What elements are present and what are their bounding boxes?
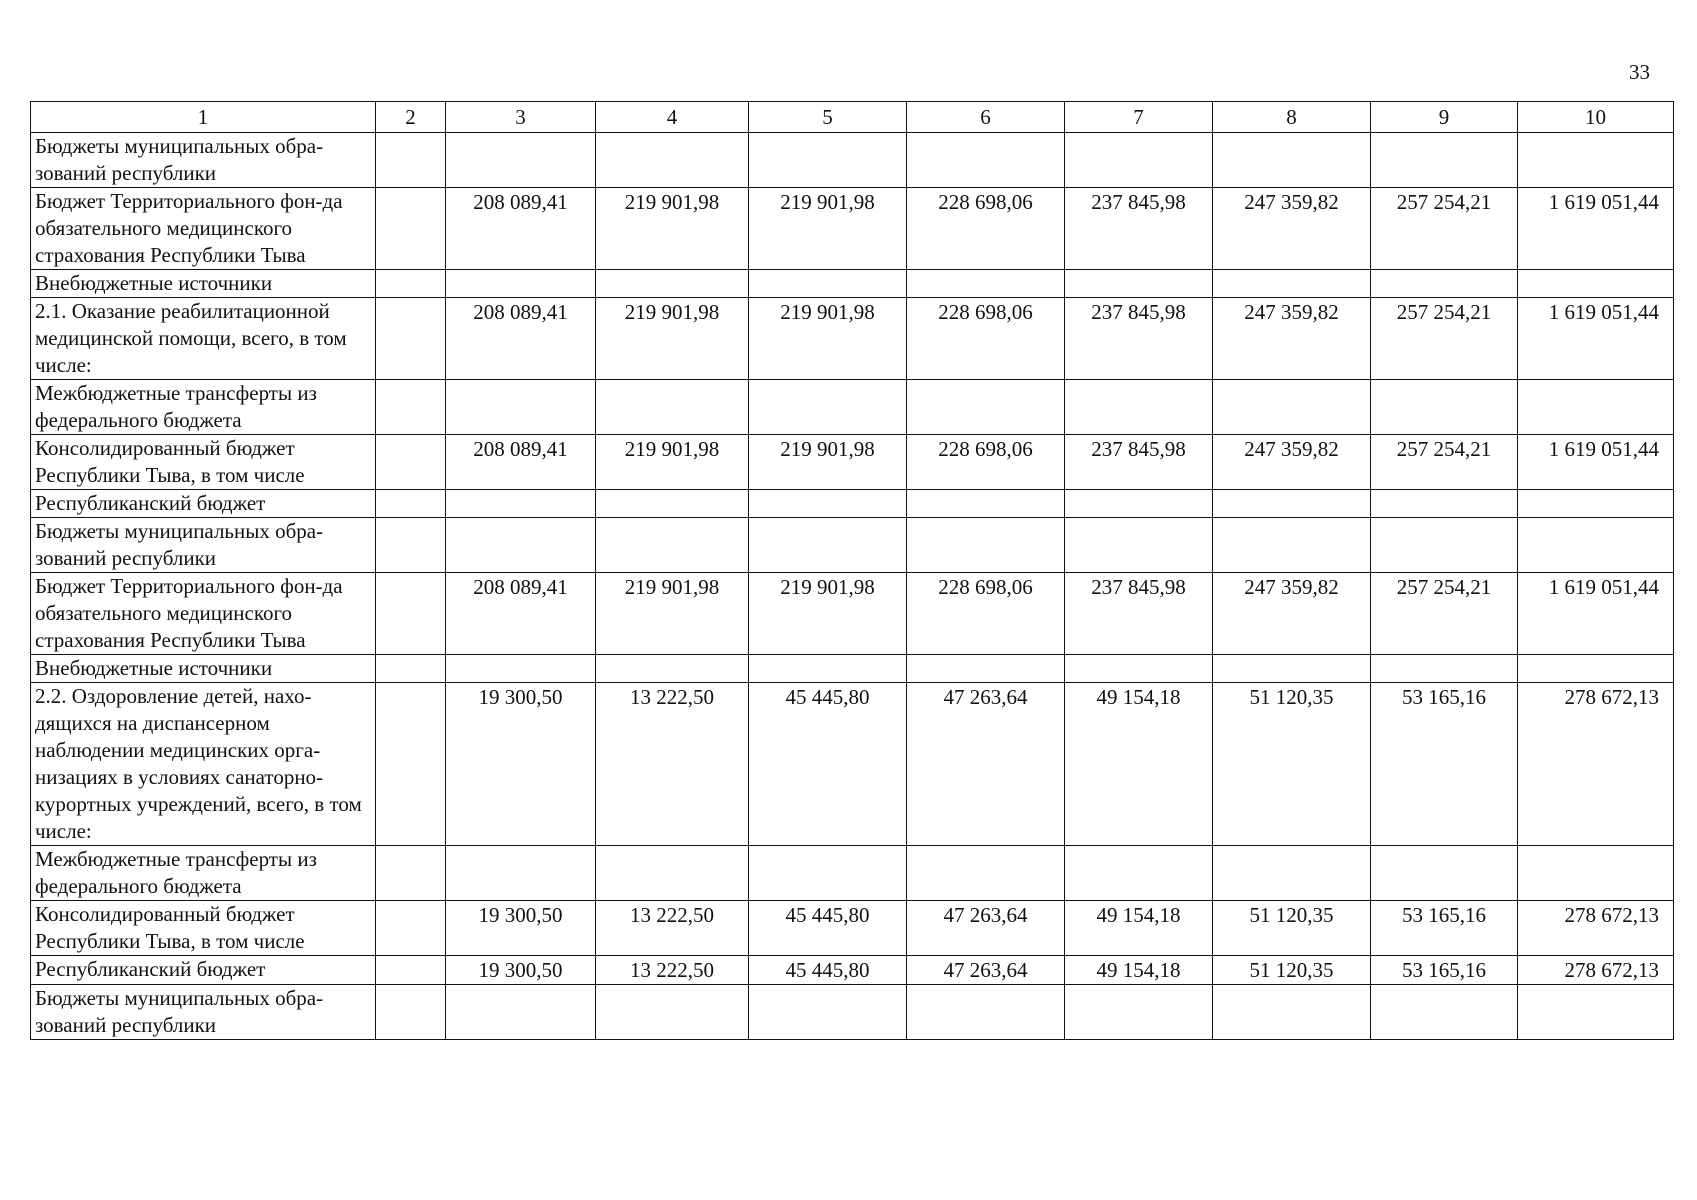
- row-cell-col2: [376, 655, 446, 683]
- row-value-cell: [446, 655, 596, 683]
- row-value-cell: [907, 655, 1065, 683]
- row-value-cell: [1213, 518, 1371, 573]
- row-value-cell: 53 165,16: [1371, 901, 1518, 956]
- header-row: [31, 102, 1674, 133]
- row-cell-col2: [376, 901, 446, 956]
- row-cell-col2: [376, 985, 446, 1040]
- row-total-cell: [1518, 133, 1674, 188]
- row-label: 2.1. Оказание реабилитационной медицинской помощи, всего, в том числе:: [31, 298, 376, 380]
- row-value-cell: [1065, 985, 1213, 1040]
- row-value-cell: 208 089,41: [446, 188, 596, 270]
- row-value-cell: [596, 490, 749, 518]
- table-row: [31, 298, 1674, 380]
- row-total-cell: 1 619 051,44: [1518, 188, 1674, 270]
- row-cell-col2: [376, 573, 446, 655]
- row-value-cell: [596, 270, 749, 298]
- row-value-cell: 257 254,21: [1371, 188, 1518, 270]
- row-value-cell: 45 445,80: [749, 901, 907, 956]
- row-value-cell: 228 698,06: [907, 298, 1065, 380]
- row-value-cell: 208 089,41: [446, 573, 596, 655]
- row-total-cell: 278 672,13: [1518, 683, 1674, 846]
- row-cell-col2: [376, 380, 446, 435]
- row-value-cell: 49 154,18: [1065, 683, 1213, 846]
- row-value-cell: 51 120,35: [1213, 956, 1371, 985]
- column-header: 1: [31, 102, 376, 133]
- table-body: [31, 133, 1674, 1040]
- row-value-cell: 237 845,98: [1065, 298, 1213, 380]
- row-value-cell: [907, 380, 1065, 435]
- table-row: [31, 490, 1674, 518]
- row-value-cell: [596, 133, 749, 188]
- row-value-cell: [446, 846, 596, 901]
- row-label: Межбюджетные трансферты из федерального бюджета: [31, 380, 376, 435]
- table-row: [31, 270, 1674, 298]
- row-value-cell: [1213, 985, 1371, 1040]
- row-value-cell: 13 222,50: [596, 683, 749, 846]
- row-value-cell: [907, 133, 1065, 188]
- row-value-cell: [1065, 846, 1213, 901]
- column-header: 4: [596, 102, 749, 133]
- row-value-cell: [907, 518, 1065, 573]
- row-value-cell: [749, 270, 907, 298]
- table-row: [31, 188, 1674, 270]
- row-value-cell: 13 222,50: [596, 956, 749, 985]
- table-row: [31, 683, 1674, 846]
- row-total-cell: 278 672,13: [1518, 956, 1674, 985]
- row-value-cell: [907, 846, 1065, 901]
- row-label: Бюджеты муниципальных обра-зований республики: [31, 985, 376, 1040]
- row-value-cell: [1371, 985, 1518, 1040]
- row-label: Консолидированный бюджет Республики Тыва, в том числе: [31, 901, 376, 956]
- row-total-cell: [1518, 490, 1674, 518]
- row-value-cell: 19 300,50: [446, 901, 596, 956]
- row-value-cell: 47 263,64: [907, 901, 1065, 956]
- table-row: [31, 380, 1674, 435]
- row-value-cell: [1065, 270, 1213, 298]
- row-value-cell: 257 254,21: [1371, 573, 1518, 655]
- row-label: Республиканский бюджет: [31, 490, 376, 518]
- row-cell-col2: [376, 298, 446, 380]
- row-total-cell: [1518, 270, 1674, 298]
- row-value-cell: [907, 490, 1065, 518]
- row-value-cell: [1213, 846, 1371, 901]
- row-value-cell: [1065, 133, 1213, 188]
- row-total-cell: [1518, 380, 1674, 435]
- row-value-cell: [749, 985, 907, 1040]
- row-value-cell: 219 901,98: [749, 298, 907, 380]
- column-header: 8: [1213, 102, 1371, 133]
- table-row: [31, 985, 1674, 1040]
- row-value-cell: 13 222,50: [596, 901, 749, 956]
- row-value-cell: [749, 490, 907, 518]
- row-value-cell: [1065, 490, 1213, 518]
- table-row: [31, 435, 1674, 490]
- row-value-cell: [596, 655, 749, 683]
- row-label: Внебюджетные источники: [31, 270, 376, 298]
- table-row: [31, 901, 1674, 956]
- row-label: Внебюджетные источники: [31, 655, 376, 683]
- row-label: Республиканский бюджет: [31, 956, 376, 985]
- table-row: [31, 133, 1674, 188]
- table-row: [31, 655, 1674, 683]
- budget-table: [30, 101, 1674, 1040]
- row-value-cell: 237 845,98: [1065, 188, 1213, 270]
- row-value-cell: 257 254,21: [1371, 435, 1518, 490]
- row-value-cell: [1065, 518, 1213, 573]
- row-value-cell: [596, 380, 749, 435]
- row-value-cell: 51 120,35: [1213, 683, 1371, 846]
- row-value-cell: [446, 270, 596, 298]
- row-value-cell: [596, 985, 749, 1040]
- row-value-cell: 219 901,98: [749, 188, 907, 270]
- column-header: 10: [1518, 102, 1674, 133]
- row-value-cell: 257 254,21: [1371, 298, 1518, 380]
- row-value-cell: 247 359,82: [1213, 298, 1371, 380]
- row-value-cell: [749, 380, 907, 435]
- row-value-cell: [1213, 490, 1371, 518]
- row-value-cell: [749, 846, 907, 901]
- row-value-cell: [446, 518, 596, 573]
- row-value-cell: [1213, 655, 1371, 683]
- row-value-cell: [1213, 380, 1371, 435]
- row-value-cell: [749, 133, 907, 188]
- row-total-cell: [1518, 985, 1674, 1040]
- row-value-cell: 219 901,98: [596, 435, 749, 490]
- row-cell-col2: [376, 518, 446, 573]
- row-value-cell: 53 165,16: [1371, 956, 1518, 985]
- row-value-cell: 19 300,50: [446, 956, 596, 985]
- row-value-cell: 237 845,98: [1065, 573, 1213, 655]
- row-value-cell: 228 698,06: [907, 188, 1065, 270]
- row-value-cell: 219 901,98: [596, 188, 749, 270]
- row-cell-col2: [376, 490, 446, 518]
- row-total-cell: [1518, 518, 1674, 573]
- row-label: Бюджет Территориального фон-да обязательного медицинского страхования Республики Тыва: [31, 573, 376, 655]
- row-value-cell: [749, 518, 907, 573]
- row-value-cell: 219 901,98: [749, 573, 907, 655]
- row-value-cell: [1371, 846, 1518, 901]
- row-value-cell: [1371, 380, 1518, 435]
- row-cell-col2: [376, 435, 446, 490]
- page-number: 33: [1629, 60, 1650, 84]
- row-value-cell: 219 901,98: [749, 435, 907, 490]
- row-value-cell: 219 901,98: [596, 573, 749, 655]
- table-row: [31, 573, 1674, 655]
- row-label: Бюджеты муниципальных обра-зований республики: [31, 133, 376, 188]
- row-value-cell: 247 359,82: [1213, 435, 1371, 490]
- row-cell-col2: [376, 133, 446, 188]
- table-row: [31, 956, 1674, 985]
- row-cell-col2: [376, 956, 446, 985]
- row-value-cell: [1065, 380, 1213, 435]
- row-value-cell: 45 445,80: [749, 956, 907, 985]
- row-value-cell: 237 845,98: [1065, 435, 1213, 490]
- row-value-cell: [446, 490, 596, 518]
- row-value-cell: 49 154,18: [1065, 956, 1213, 985]
- column-header: 9: [1371, 102, 1518, 133]
- row-label: Бюджет Территориального фон-да обязательного медицинского страхования Республики Тыва: [31, 188, 376, 270]
- column-header: 6: [907, 102, 1065, 133]
- table-row: [31, 846, 1674, 901]
- row-value-cell: [446, 985, 596, 1040]
- row-value-cell: [596, 518, 749, 573]
- row-total-cell: 1 619 051,44: [1518, 573, 1674, 655]
- row-value-cell: 247 359,82: [1213, 573, 1371, 655]
- row-value-cell: [1371, 655, 1518, 683]
- row-value-cell: [749, 655, 907, 683]
- row-value-cell: [446, 380, 596, 435]
- row-total-cell: 278 672,13: [1518, 901, 1674, 956]
- column-header: 5: [749, 102, 907, 133]
- row-value-cell: 228 698,06: [907, 435, 1065, 490]
- row-value-cell: 53 165,16: [1371, 683, 1518, 846]
- row-value-cell: 49 154,18: [1065, 901, 1213, 956]
- row-cell-col2: [376, 683, 446, 846]
- row-value-cell: [446, 133, 596, 188]
- table-row: [31, 518, 1674, 573]
- row-value-cell: [1371, 490, 1518, 518]
- column-header: 2: [376, 102, 446, 133]
- row-value-cell: [907, 985, 1065, 1040]
- row-value-cell: [907, 270, 1065, 298]
- row-value-cell: 19 300,50: [446, 683, 596, 846]
- row-value-cell: [1065, 655, 1213, 683]
- row-value-cell: [1213, 133, 1371, 188]
- row-value-cell: [1371, 518, 1518, 573]
- row-total-cell: 1 619 051,44: [1518, 435, 1674, 490]
- row-cell-col2: [376, 270, 446, 298]
- row-total-cell: [1518, 846, 1674, 901]
- row-cell-col2: [376, 846, 446, 901]
- row-value-cell: 51 120,35: [1213, 901, 1371, 956]
- row-label: Консолидированный бюджет Республики Тыва, в том числе: [31, 435, 376, 490]
- row-value-cell: 47 263,64: [907, 683, 1065, 846]
- row-value-cell: [1371, 270, 1518, 298]
- column-header: 7: [1065, 102, 1213, 133]
- row-total-cell: 1 619 051,44: [1518, 298, 1674, 380]
- row-value-cell: 208 089,41: [446, 298, 596, 380]
- row-label: Межбюджетные трансферты из федерального бюджета: [31, 846, 376, 901]
- row-value-cell: 47 263,64: [907, 956, 1065, 985]
- row-value-cell: 219 901,98: [596, 298, 749, 380]
- row-cell-col2: [376, 188, 446, 270]
- row-value-cell: 45 445,80: [749, 683, 907, 846]
- row-label: 2.2. Оздоровление детей, нахо-дящихся на диспансерном наблюдении медицинских орга-низациях в условиях санаторно-курортных учреждений, всего, в том числе:: [31, 683, 376, 846]
- row-value-cell: [1213, 270, 1371, 298]
- row-total-cell: [1518, 655, 1674, 683]
- row-value-cell: 208 089,41: [446, 435, 596, 490]
- row-value-cell: [596, 846, 749, 901]
- row-value-cell: 228 698,06: [907, 573, 1065, 655]
- column-header: 3: [446, 102, 596, 133]
- row-label: Бюджеты муниципальных обра-зований республики: [31, 518, 376, 573]
- row-value-cell: [1371, 133, 1518, 188]
- row-value-cell: 247 359,82: [1213, 188, 1371, 270]
